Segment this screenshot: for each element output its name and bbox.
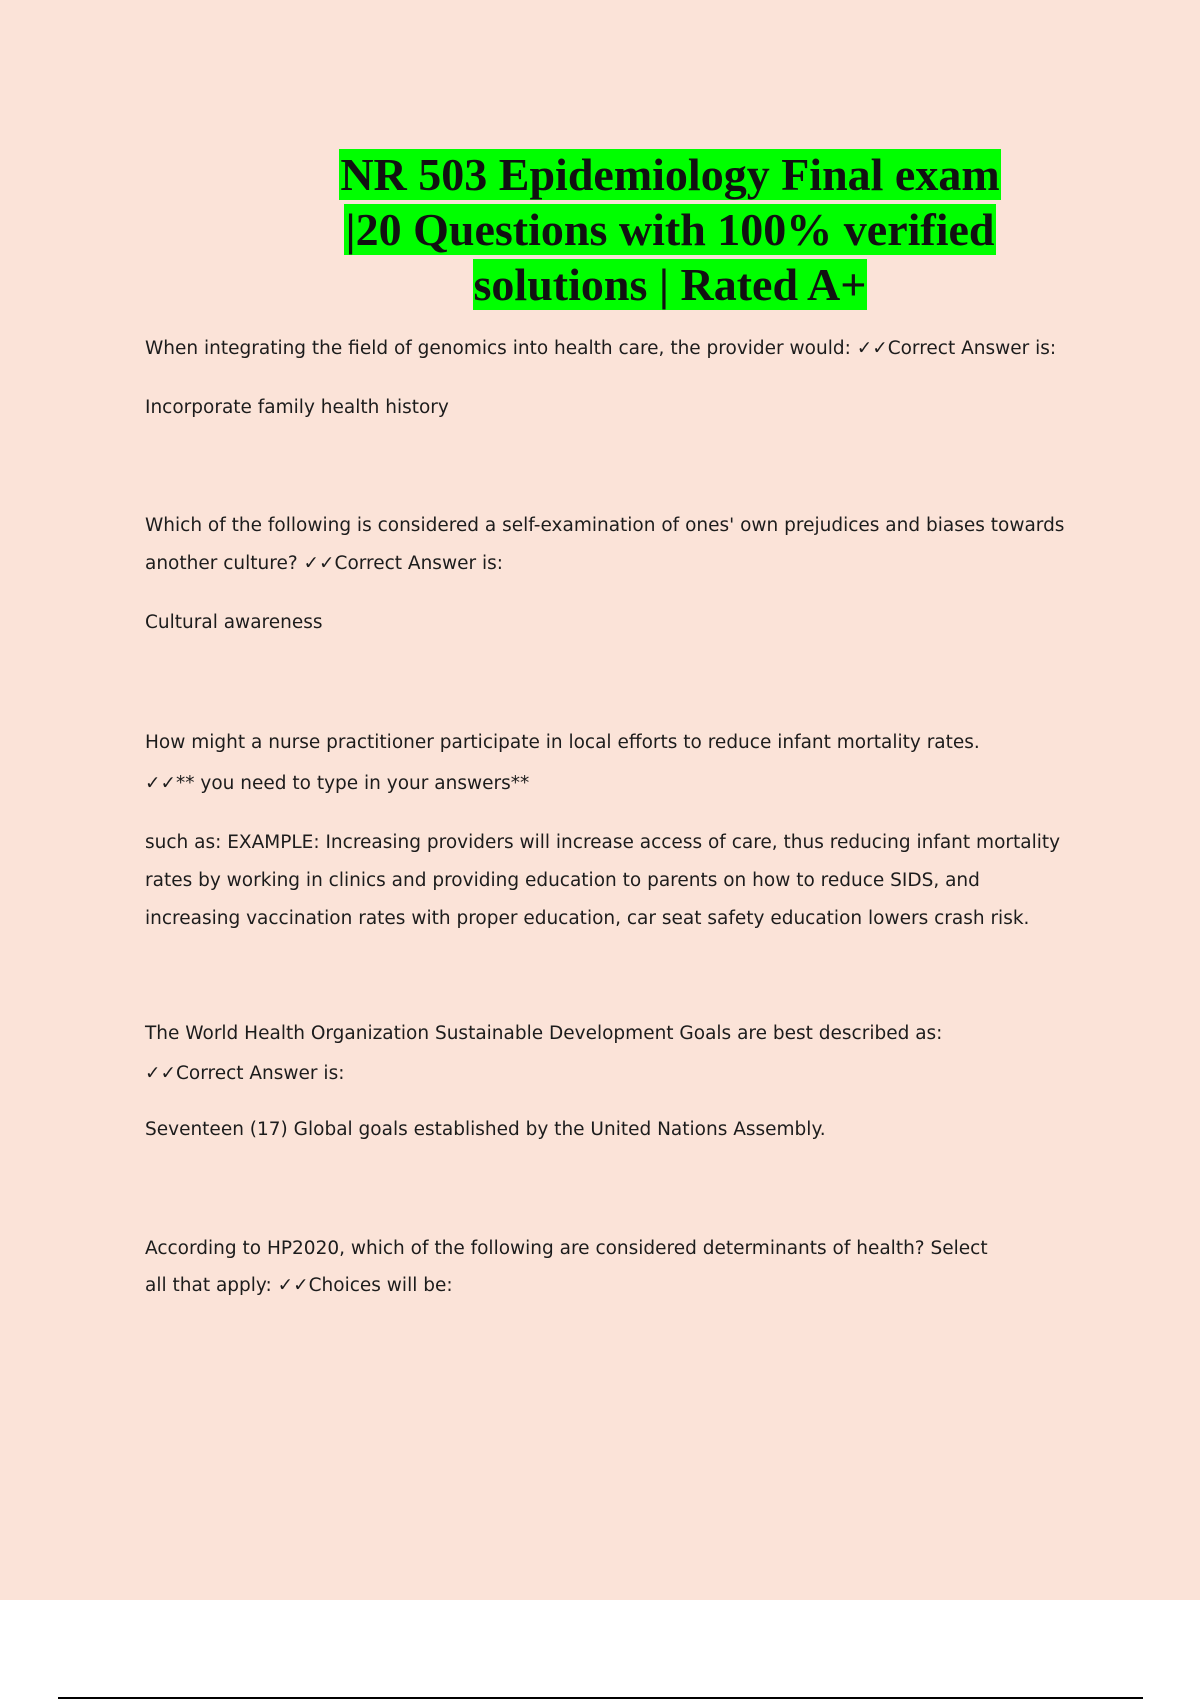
answer-3: such as: EXAMPLE: Increasing providers will increase access of care, thus reducing infant mortality rates by working in clinics and providing education to parents on how to reduce SIDS, and increasing vaccination rates with proper education, car seat safety education lowers crash risk. xyxy=(145,832,1061,929)
answer-2: Cultural awareness xyxy=(145,612,323,633)
answer-1: Incorporate family health history xyxy=(145,397,449,418)
question-5: According to HP2020, which of the following are considered determinants of health? Select all that apply: ✓✓Choices will be: xyxy=(145,1238,988,1296)
title-line-3: solutions | Rated A+ xyxy=(473,259,867,310)
question-1: When integrating the field of genomics into health care, the provider would: ✓✓Correct Answer is: xyxy=(145,338,1057,359)
question-2: Which of the following is considered a self-examination of ones' own prejudices and biases towards another culture? ✓✓Correct Answer is: xyxy=(145,515,1065,574)
title-line-1: NR 503 Epidemiology Final exam xyxy=(340,149,1000,200)
footer-divider xyxy=(58,1697,1143,1699)
document-title xyxy=(300,147,1040,312)
title-line-2: |20 Questions with 100% verified xyxy=(345,204,995,255)
question-4: The World Health Organization Sustainable Development Goals are best described as: ✓✓Correct Answer is: xyxy=(145,1023,943,1084)
answer-4: Seventeen (17) Global goals established by the United Nations Assembly. xyxy=(145,1119,826,1140)
question-3: How might a nurse practitioner participate in local efforts to reduce infant mortality rates. ✓✓** you need to type in your answers** xyxy=(145,732,980,794)
